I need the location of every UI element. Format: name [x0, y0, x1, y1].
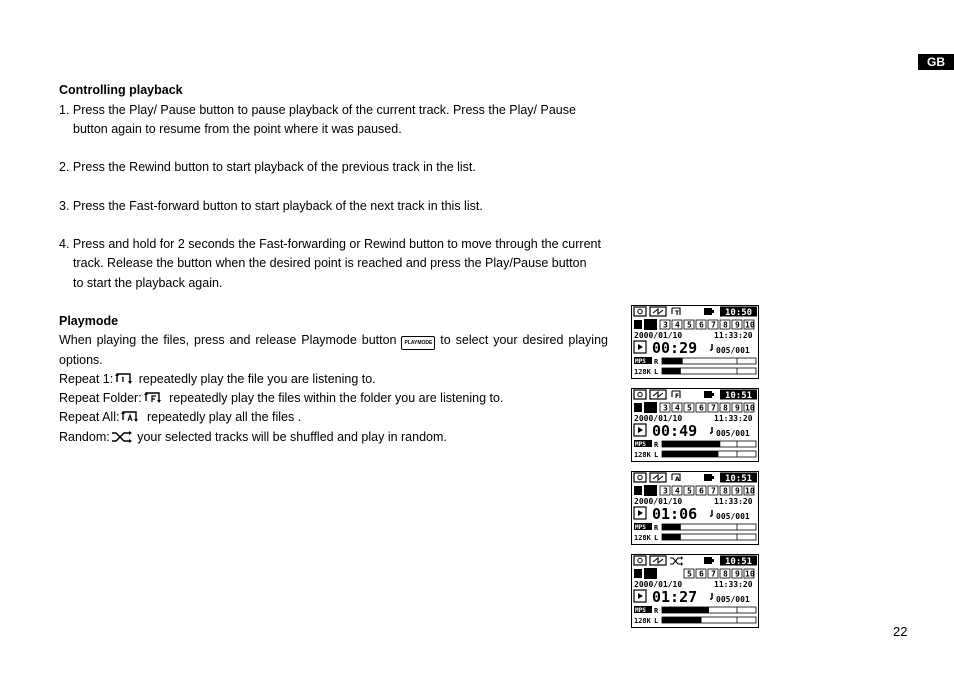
band-label: 6 — [699, 320, 704, 330]
band-label: 7 — [711, 403, 716, 413]
repeat-all-label: Repeat All: — [59, 410, 120, 424]
note-icon — [710, 510, 712, 516]
band-label: 8 — [723, 320, 728, 330]
band-label: 3 — [663, 486, 668, 496]
band-label: 10 — [745, 569, 755, 579]
repeat-folder-text: repeatedly play the files within the folder you are listening to. — [169, 391, 504, 405]
random-label: Random: — [59, 430, 110, 444]
band-label: 8 — [723, 403, 728, 413]
clock-display: 10:51 — [725, 391, 753, 401]
svg-text:F: F — [675, 393, 680, 400]
battery-icon — [704, 557, 714, 564]
band-marker — [634, 486, 642, 495]
band-selected — [644, 485, 657, 496]
lock-icon — [634, 556, 646, 565]
note-icon — [710, 427, 712, 433]
step-4-line-3: to start the playback again. — [73, 276, 223, 290]
band-label: 6 — [699, 486, 704, 496]
battery-icon — [704, 391, 714, 398]
band-label: 6 — [699, 569, 704, 579]
svg-text:T: T — [675, 310, 680, 317]
date-display: 2000/01/10 — [634, 497, 683, 506]
lock-icon — [634, 390, 646, 399]
clock-display: 10:51 — [725, 557, 753, 567]
note-icon — [710, 593, 712, 599]
band-selected — [644, 319, 657, 330]
band-marker — [634, 569, 642, 578]
step-4-line-2: track. Release the button when the desired point is reached and press the Play/Pause button — [73, 256, 587, 270]
band-label: 3 — [663, 320, 668, 330]
band-label: 6 — [699, 403, 704, 413]
date-display: 2000/01/10 — [634, 580, 683, 589]
format-label: MPS — [635, 358, 646, 365]
band-label: 7 — [711, 569, 716, 579]
random-line — [59, 430, 447, 447]
repeat-1-icon — [114, 372, 134, 389]
player-screen-2 — [631, 388, 759, 462]
playmode-heading: Playmode — [59, 314, 119, 328]
band-label: 10 — [745, 486, 755, 496]
track-counter: 005/001 — [716, 346, 750, 355]
band-label: 8 — [723, 569, 728, 579]
date-display: 2000/01/10 — [634, 331, 683, 340]
playmode-intro — [59, 333, 608, 350]
band-label: 5 — [687, 320, 692, 330]
repeat-folder-icon — [672, 391, 680, 400]
repeat-all-icon — [120, 410, 142, 427]
channel-r-label: R — [654, 524, 659, 532]
step-1-line-2: button again to resume from the point where it was paused. — [73, 122, 402, 136]
channel-l-label: L — [654, 617, 659, 625]
elapsed-time: 01:06 — [652, 505, 698, 523]
repeat-all-icon — [672, 474, 680, 483]
controlling-playback-heading: Controlling playback — [59, 83, 183, 97]
lock-icon — [634, 307, 646, 316]
level-meter-r-fill — [662, 524, 681, 530]
band-label: 9 — [735, 486, 740, 496]
channel-l-label: L — [654, 451, 659, 459]
playmode-intro-after: to select your desired playing — [440, 333, 608, 347]
repeat-all-line — [59, 410, 301, 427]
playmode-intro-before: When playing the files, press and release Playmode button — [59, 333, 397, 347]
band-label: 3 — [663, 403, 668, 413]
track-counter: 005/001 — [716, 595, 750, 604]
channel-l-label: L — [654, 534, 659, 542]
band-marker — [634, 320, 642, 329]
date-display: 2000/01/10 — [634, 414, 683, 423]
band-label: 9 — [735, 320, 740, 330]
svg-text:A: A — [675, 476, 680, 483]
language-badge: GB — [918, 54, 954, 70]
repeat-1-text: repeatedly play the file you are listening to. — [138, 372, 376, 386]
level-meter-r-fill — [662, 607, 709, 613]
band-selected — [644, 568, 657, 579]
repeat-1-icon — [672, 308, 680, 317]
bitrate-label: 128K — [634, 368, 651, 376]
format-label: MPS — [635, 524, 646, 531]
battery-icon — [704, 308, 714, 315]
repeat-folder-icon — [143, 391, 165, 408]
bitrate-label: 128K — [634, 451, 651, 459]
channel-r-label: R — [654, 607, 659, 615]
band-label: 7 — [711, 486, 716, 496]
track-counter: 005/001 — [716, 512, 750, 521]
random-icon — [111, 430, 133, 447]
random-icon — [670, 556, 683, 566]
format-label: MPS — [635, 441, 646, 448]
step-4-line-1: 4. Press and hold for 2 seconds the Fast-forwarding or Rewind button to move through the current — [59, 237, 601, 251]
band-label: 10 — [745, 403, 755, 413]
channel-r-label: R — [654, 441, 659, 449]
repeat-all-text: repeatedly play all the files . — [146, 410, 302, 424]
step-1-line-1: 1. Press the Play/ Pause button to pause playback of the current track. Press the Play/ Pause — [59, 103, 576, 117]
bitrate-label: 128K — [634, 534, 651, 542]
player-screen-1 — [631, 305, 759, 379]
random-text: your selected tracks will be shuffled and play in random. — [137, 430, 447, 444]
band-label: 4 — [675, 403, 680, 413]
band-label: 5 — [687, 486, 692, 496]
repeat-folder-line — [59, 391, 503, 408]
level-meter-l-fill — [662, 451, 718, 457]
step-3-line-1: 3. Press the Fast-forward button to start playback of the next track in this list. — [59, 199, 483, 213]
time-display: 11:33:20 — [714, 497, 753, 506]
track-counter: 005/001 — [716, 429, 750, 438]
channel-r-label: R — [654, 358, 659, 366]
band-marker — [634, 403, 642, 412]
band-label: 7 — [711, 320, 716, 330]
repeat-1-label: Repeat 1: — [59, 372, 114, 386]
level-meter-l-fill — [662, 368, 681, 374]
playmode-intro-line-2: options. — [59, 353, 103, 367]
step-2-line-1: 2. Press the Rewind button to start playback of the previous track in the list. — [59, 160, 476, 174]
level-meter-l-fill — [662, 534, 681, 540]
elapsed-time: 00:29 — [652, 339, 698, 357]
clock-display: 10:50 — [725, 308, 753, 318]
band-label: 8 — [723, 486, 728, 496]
band-selected — [644, 402, 657, 413]
format-label: MPS — [635, 607, 646, 614]
clock-display: 10:51 — [725, 474, 753, 484]
player-screen-3 — [631, 471, 759, 545]
time-display: 11:33:20 — [714, 331, 753, 340]
band-label: 5 — [687, 569, 692, 579]
battery-icon — [704, 474, 714, 481]
elapsed-time: 01:27 — [652, 588, 698, 606]
band-label: 4 — [675, 486, 680, 496]
band-label: 5 — [687, 403, 692, 413]
band-label: 4 — [675, 320, 680, 330]
note-icon — [710, 344, 712, 350]
repeat-folder-label: Repeat Folder: — [59, 391, 142, 405]
page-number: 22 — [893, 624, 908, 639]
repeat-1-line — [59, 372, 376, 389]
elapsed-time: 00:49 — [652, 422, 698, 440]
band-label: 9 — [735, 403, 740, 413]
bitrate-label: 128K — [634, 617, 651, 625]
channel-l-label: L — [654, 368, 659, 376]
playmode-button-icon: PLAYMODE — [401, 336, 435, 350]
band-label: 9 — [735, 569, 740, 579]
time-display: 11:33:20 — [714, 414, 753, 423]
time-display: 11:33:20 — [714, 580, 753, 589]
level-meter-l-fill — [662, 617, 701, 623]
level-meter-r-fill — [662, 441, 720, 447]
level-meter-r-fill — [662, 358, 683, 364]
player-screen-4 — [631, 554, 759, 628]
band-label: 10 — [745, 320, 755, 330]
lock-icon — [634, 473, 646, 482]
